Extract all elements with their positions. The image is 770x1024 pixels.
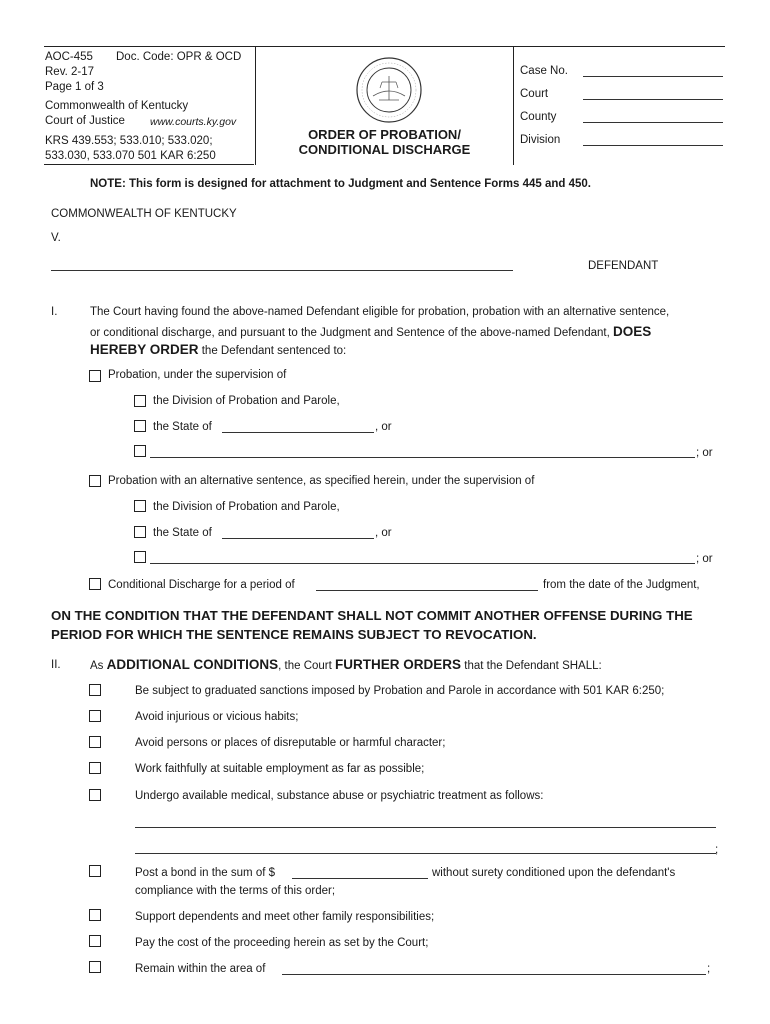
sanctions-label: Be subject to graduated sanctions imposed by Probation and Parole in accordance with 501 KAR 6:250; (135, 685, 665, 697)
form-title (256, 127, 513, 157)
conditional-discharge-tail: from the date of the Judgment, (543, 579, 700, 591)
bond-label-2: compliance with the terms of this order; (135, 885, 336, 897)
treatment-field-1[interactable] (135, 817, 716, 828)
section-1-numeral: I. (51, 306, 58, 318)
alt-division-label: the Division of Probation and Parole, (153, 501, 340, 513)
website: www.courts.ky.gov (150, 116, 237, 128)
treatment-field-2[interactable] (135, 843, 719, 856)
header-top-rule (44, 46, 725, 47)
probation-division-checkbox[interactable] (134, 395, 146, 407)
section-1-text-b-line (90, 324, 651, 339)
bond-label-tail: without surety conditioned upon the defendant's (432, 867, 676, 879)
probation-other-field[interactable] (150, 447, 695, 458)
caption-commonwealth: COMMONWEALTH OF KENTUCKY (51, 208, 237, 220)
case-no-label: Case No. (520, 65, 568, 77)
probation-alt-label: Probation with an alternative sentence, as specified herein, under the supervision of (108, 475, 535, 487)
section-2-heading (90, 657, 602, 672)
conditional-period-field[interactable] (316, 580, 538, 591)
alt-other-or: ; or (696, 553, 713, 565)
section-2-as: As (90, 660, 104, 672)
header-divider-right (513, 46, 514, 165)
probation-label: Probation, under the supervision of (108, 369, 287, 381)
probation-state-or: , or (375, 421, 392, 433)
does-label: DOES (612, 324, 652, 339)
commonwealth-label: Commonwealth of Kentucky (45, 100, 189, 112)
alt-division-checkbox[interactable] (134, 500, 146, 512)
section-1-text-b: or conditional discharge, and pursuant to the Judgment and Sentence of the above-named Defendant, (90, 327, 610, 339)
alt-other-checkbox[interactable] (134, 551, 146, 563)
sanctions-checkbox[interactable] (89, 684, 101, 696)
injurious-checkbox[interactable] (89, 710, 101, 722)
probation-division-label: the Division of Probation and Parole, (153, 395, 340, 407)
note: NOTE: This form is designed for attachment to Judgment and Sentence Forms 445 and 450. (90, 178, 591, 190)
bond-label: Post a bond in the sum of $ (135, 867, 276, 879)
condition-banner-line-2: PERIOD FOR WHICH THE SENTENCE REMAINS SUBJECT TO REVOCATION. (51, 627, 537, 642)
statutes-line-1: KRS 439.553; 533.010; 533.020; (45, 135, 213, 147)
defendant-name-field[interactable] (51, 260, 513, 271)
section-1-text-c-line (90, 342, 346, 357)
probation-state-label: the State of (153, 421, 212, 433)
persons-label: Avoid persons or places of disreputable or harmful character; (135, 737, 446, 749)
bond-amount-field[interactable] (292, 868, 428, 879)
dependents-checkbox[interactable] (89, 909, 101, 921)
cost-label: Pay the cost of the proceeding herein as set by the Court; (135, 937, 429, 949)
division-field[interactable] (583, 135, 723, 146)
court-of-justice: Court of Justice (45, 115, 125, 127)
court-field[interactable] (583, 89, 723, 100)
alt-other-field[interactable] (150, 553, 695, 564)
injurious-label: Avoid injurious or vicious habits; (135, 711, 299, 723)
probation-checkbox[interactable] (89, 370, 101, 382)
alt-state-or: , or (375, 527, 392, 539)
revision: Rev. 2-17 (45, 66, 95, 78)
section-1-text-c: the Defendant sentenced to: (201, 345, 347, 357)
conditional-discharge-label: Conditional Discharge for a period of (108, 579, 295, 591)
work-checkbox[interactable] (89, 762, 101, 774)
section-2-tail: that the Defendant SHALL: (464, 660, 602, 672)
section-2-court: , the Court (278, 660, 332, 672)
probation-state-field[interactable] (222, 422, 374, 433)
statutes-line-2: 533.030, 533.070 501 KAR 6:250 (45, 150, 216, 162)
probation-other-or: ; or (696, 447, 713, 459)
conditional-discharge-checkbox[interactable] (89, 578, 101, 590)
remain-label: Remain within the area of (135, 963, 266, 975)
bond-checkbox[interactable] (89, 865, 101, 877)
case-no-field[interactable] (583, 66, 723, 77)
probation-state-checkbox[interactable] (134, 420, 146, 432)
treatment-label: Undergo available medical, substance abuse or psychiatric treatment as follows: (135, 790, 544, 802)
probation-alt-checkbox[interactable] (89, 475, 101, 487)
additional-conditions-label: ADDITIONAL CONDITIONS (106, 657, 279, 672)
dependents-label: Support dependents and meet other family responsibilities; (135, 911, 435, 923)
form-code: AOC-455 (45, 51, 93, 63)
county-label: County (520, 111, 557, 123)
alt-state-label: the State of (153, 527, 212, 539)
kentucky-seal-icon (355, 56, 423, 124)
further-orders-label: FURTHER ORDERS (335, 657, 462, 672)
section-2-numeral: II. (51, 659, 61, 671)
court-label: Court (520, 88, 549, 100)
remain-area-field[interactable] (282, 964, 706, 975)
alt-state-field[interactable] (222, 528, 374, 539)
title-line-1: ORDER OF PROBATION/ (308, 127, 461, 142)
probation-other-checkbox[interactable] (134, 445, 146, 457)
defendant-label: DEFENDANT (588, 260, 659, 272)
persons-checkbox[interactable] (89, 736, 101, 748)
division-label: Division (520, 134, 561, 146)
treatment-checkbox[interactable] (89, 789, 101, 801)
alt-state-checkbox[interactable] (134, 526, 146, 538)
header-bottom-rule (44, 164, 254, 165)
page-number: Page 1 of 3 (45, 81, 104, 93)
caption-versus: V. (51, 232, 61, 244)
county-field[interactable] (583, 112, 723, 123)
title-line-2: CONDITIONAL DISCHARGE (298, 142, 471, 157)
remain-semicolon: ; (707, 963, 711, 975)
work-label: Work faithfully at suitable employment as far as possible; (135, 763, 425, 775)
cost-checkbox[interactable] (89, 935, 101, 947)
remain-checkbox[interactable] (89, 961, 101, 973)
doc-code: Doc. Code: OPR & OCD (116, 51, 242, 63)
section-1-text-a: The Court having found the above-named Defendant eligible for probation, probation with an alternative sentence, (90, 306, 670, 318)
treatment-semicolon: ; (715, 844, 719, 856)
condition-banner-line-1: ON THE CONDITION THAT THE DEFENDANT SHALL NOT COMMIT ANOTHER OFFENSE DURING THE (51, 608, 693, 623)
hereby-order-label: HEREBY ORDER (90, 342, 199, 357)
